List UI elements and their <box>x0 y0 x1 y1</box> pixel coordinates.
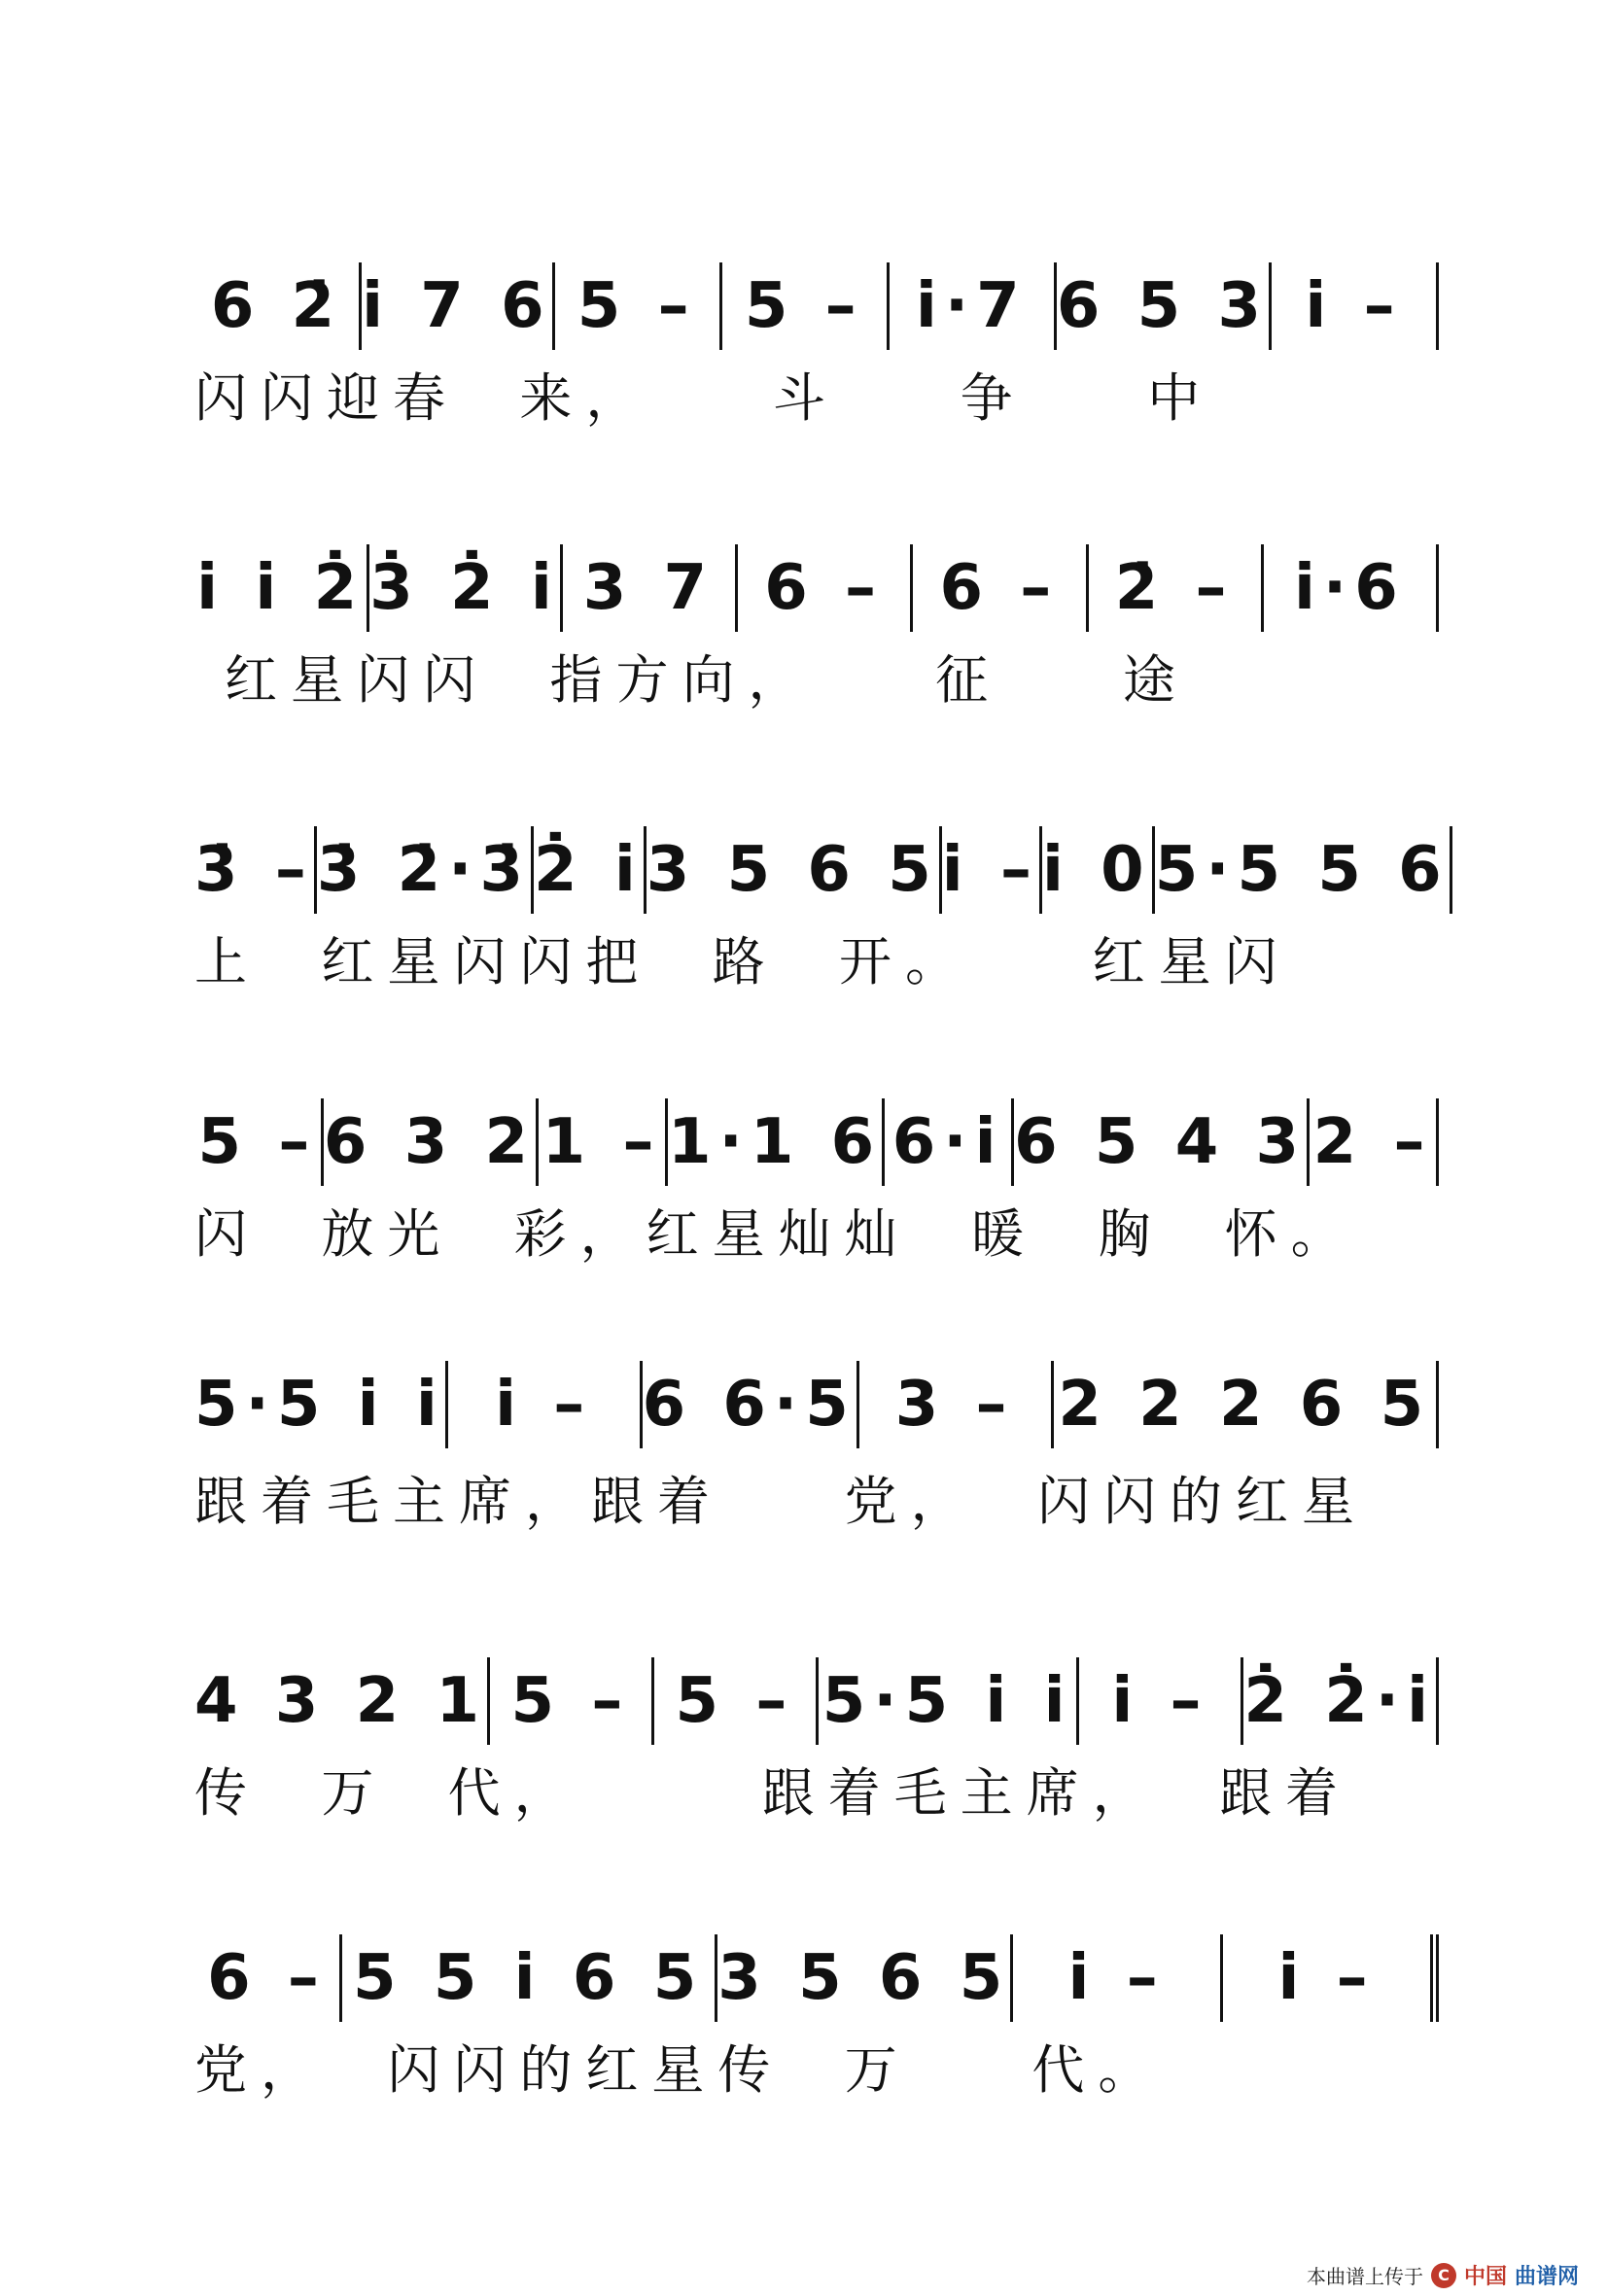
measure <box>717 1934 1013 2022</box>
measure-notes: 2 2 2 6 5 <box>1058 1369 1432 1441</box>
measure-notes: 3 – <box>894 1369 1015 1441</box>
measure <box>643 1361 859 1448</box>
measure <box>1089 544 1264 632</box>
measure <box>942 826 1042 914</box>
measure <box>890 262 1057 350</box>
measure-notes: 5 – <box>510 1665 631 1737</box>
measure <box>448 1361 643 1448</box>
measure <box>194 544 369 632</box>
measure <box>534 826 647 914</box>
notation-row-7 <box>194 1934 1439 2022</box>
measure <box>539 1098 668 1186</box>
measure <box>194 1098 324 1186</box>
measure-notes: 5 – <box>197 1106 318 1178</box>
measure <box>1042 826 1155 914</box>
measure <box>194 1657 490 1745</box>
measure-notes: i – <box>1111 1665 1209 1737</box>
measure-notes: 5·5 i i <box>194 1369 445 1441</box>
measure <box>1264 544 1439 632</box>
measure-notes: 5·5 5 6 <box>1154 834 1450 906</box>
measure-notes: 3 5 6 5 <box>646 834 939 906</box>
measure <box>1013 1934 1223 2022</box>
notation-row-1 <box>194 262 1439 350</box>
measure-notes: 5 – <box>675 1665 795 1737</box>
measure <box>1054 1361 1440 1448</box>
measure-notes: i·7 <box>915 270 1028 342</box>
upload-text: 本曲谱上传于 <box>1306 2265 1423 2288</box>
measure-final <box>1223 1934 1439 2022</box>
footer-credit <box>1307 2260 1579 2290</box>
site-logo-icon: C <box>1431 2263 1456 2288</box>
measure-notes: 3 5 6 5 <box>717 1942 1011 2014</box>
lyrics-row-2: 红星闪闪 指方向， 征 途 <box>194 648 1189 711</box>
measure-notes: 6 3 2 <box>323 1106 537 1178</box>
measure <box>563 544 738 632</box>
lyrics-row-1: 闪闪迎春 来， 斗 争 中 <box>194 366 1214 429</box>
notation-row-6 <box>194 1657 1439 1745</box>
measure <box>647 826 942 914</box>
notation-row-5 <box>194 1361 1439 1448</box>
measure <box>885 1098 1014 1186</box>
measure-notes: 6 5 3 <box>1056 270 1269 342</box>
measure <box>1155 826 1452 914</box>
measure <box>819 1657 1080 1745</box>
lyrics-row-6: 传 万 代， 跟着毛主席， 跟着 <box>194 1761 1351 1824</box>
measure <box>362 262 555 350</box>
measure-notes: 5 – <box>744 270 864 342</box>
site-name-a: 中国 <box>1463 2265 1507 2289</box>
measure <box>490 1657 654 1745</box>
measure-notes: 4 3 2 1 <box>194 1665 487 1737</box>
measure-notes: i – <box>1305 270 1403 342</box>
lyrics-row-3: 上 红星闪闪把 路 开。 红星闪 <box>194 930 1291 992</box>
measure-notes: 5 – <box>577 270 697 342</box>
measure-notes: 6 6·5 <box>642 1369 856 1441</box>
measure-notes: 6 5 4 3 <box>1014 1106 1308 1178</box>
measure-notes: 5 5 i 6 5 <box>353 1942 705 2014</box>
lyrics-row-7: 党， 闪闪的红星传 万 代。 <box>194 2038 1165 2101</box>
measure-notes: 2̇ i <box>534 834 644 906</box>
measure <box>324 1098 539 1186</box>
measure-notes: i – <box>1067 1942 1166 2014</box>
measure-notes: 3 7 <box>582 552 716 624</box>
measure <box>722 262 890 350</box>
measure <box>668 1098 885 1186</box>
measure-notes: 3̇ – <box>194 834 314 906</box>
measure-notes: 6 – <box>939 552 1060 624</box>
measure-notes: 5·5 i i <box>821 1665 1073 1737</box>
measure <box>194 1934 342 2022</box>
measure <box>194 262 362 350</box>
notation-row-4 <box>194 1098 1439 1186</box>
notation-row-3 <box>194 826 1450 914</box>
measure-notes: i i 2̇ <box>196 552 366 624</box>
measure-notes: 6 2̇ <box>210 270 343 342</box>
measure <box>1057 262 1272 350</box>
measure <box>654 1657 819 1745</box>
measure-notes: 3̇ 2̇ i <box>369 552 560 624</box>
measure-notes: 2 – <box>1312 1106 1433 1178</box>
measure <box>194 826 317 914</box>
measure <box>317 826 534 914</box>
measure-notes: 3̇ 2̇·3̇ <box>316 834 531 906</box>
measure-notes: i 0 <box>1041 834 1152 906</box>
measure-notes: 2̇ 2̇·i <box>1243 1665 1437 1737</box>
measure <box>1014 1098 1310 1186</box>
measure-notes: i 7 6 <box>362 270 552 342</box>
measure <box>913 544 1088 632</box>
measure <box>194 1361 448 1448</box>
measure <box>1079 1657 1243 1745</box>
measure <box>555 262 722 350</box>
measure-notes: i·6 <box>1293 552 1406 624</box>
measure-notes: 6 – <box>207 1942 327 2014</box>
measure-notes: 6 – <box>764 552 885 624</box>
lyrics-row-5: 跟着毛主席，跟着 党， 闪闪的红星 <box>194 1470 1368 1532</box>
measure-notes: 2̇ – <box>1114 552 1235 624</box>
measure <box>1310 1098 1439 1186</box>
measure-notes: i – <box>495 1369 593 1441</box>
measure-notes: 1·1 6 <box>668 1106 883 1178</box>
measure-notes: i – <box>941 834 1039 906</box>
measure <box>1272 262 1439 350</box>
measure <box>859 1361 1054 1448</box>
lyrics-row-4: 闪 放光 彩，红星灿灿 暖 胸 怀。 <box>194 1202 1357 1265</box>
measure-notes: 1 – <box>542 1106 662 1178</box>
site-name-b: 曲谱网 <box>1514 2265 1579 2289</box>
measure <box>342 1934 717 2022</box>
notation-row-2 <box>194 544 1439 632</box>
measure <box>738 544 913 632</box>
measure-notes: 6·i <box>891 1106 1004 1178</box>
measure <box>369 544 563 632</box>
measure <box>1243 1657 1439 1745</box>
measure-notes: i – <box>1277 1942 1376 2014</box>
